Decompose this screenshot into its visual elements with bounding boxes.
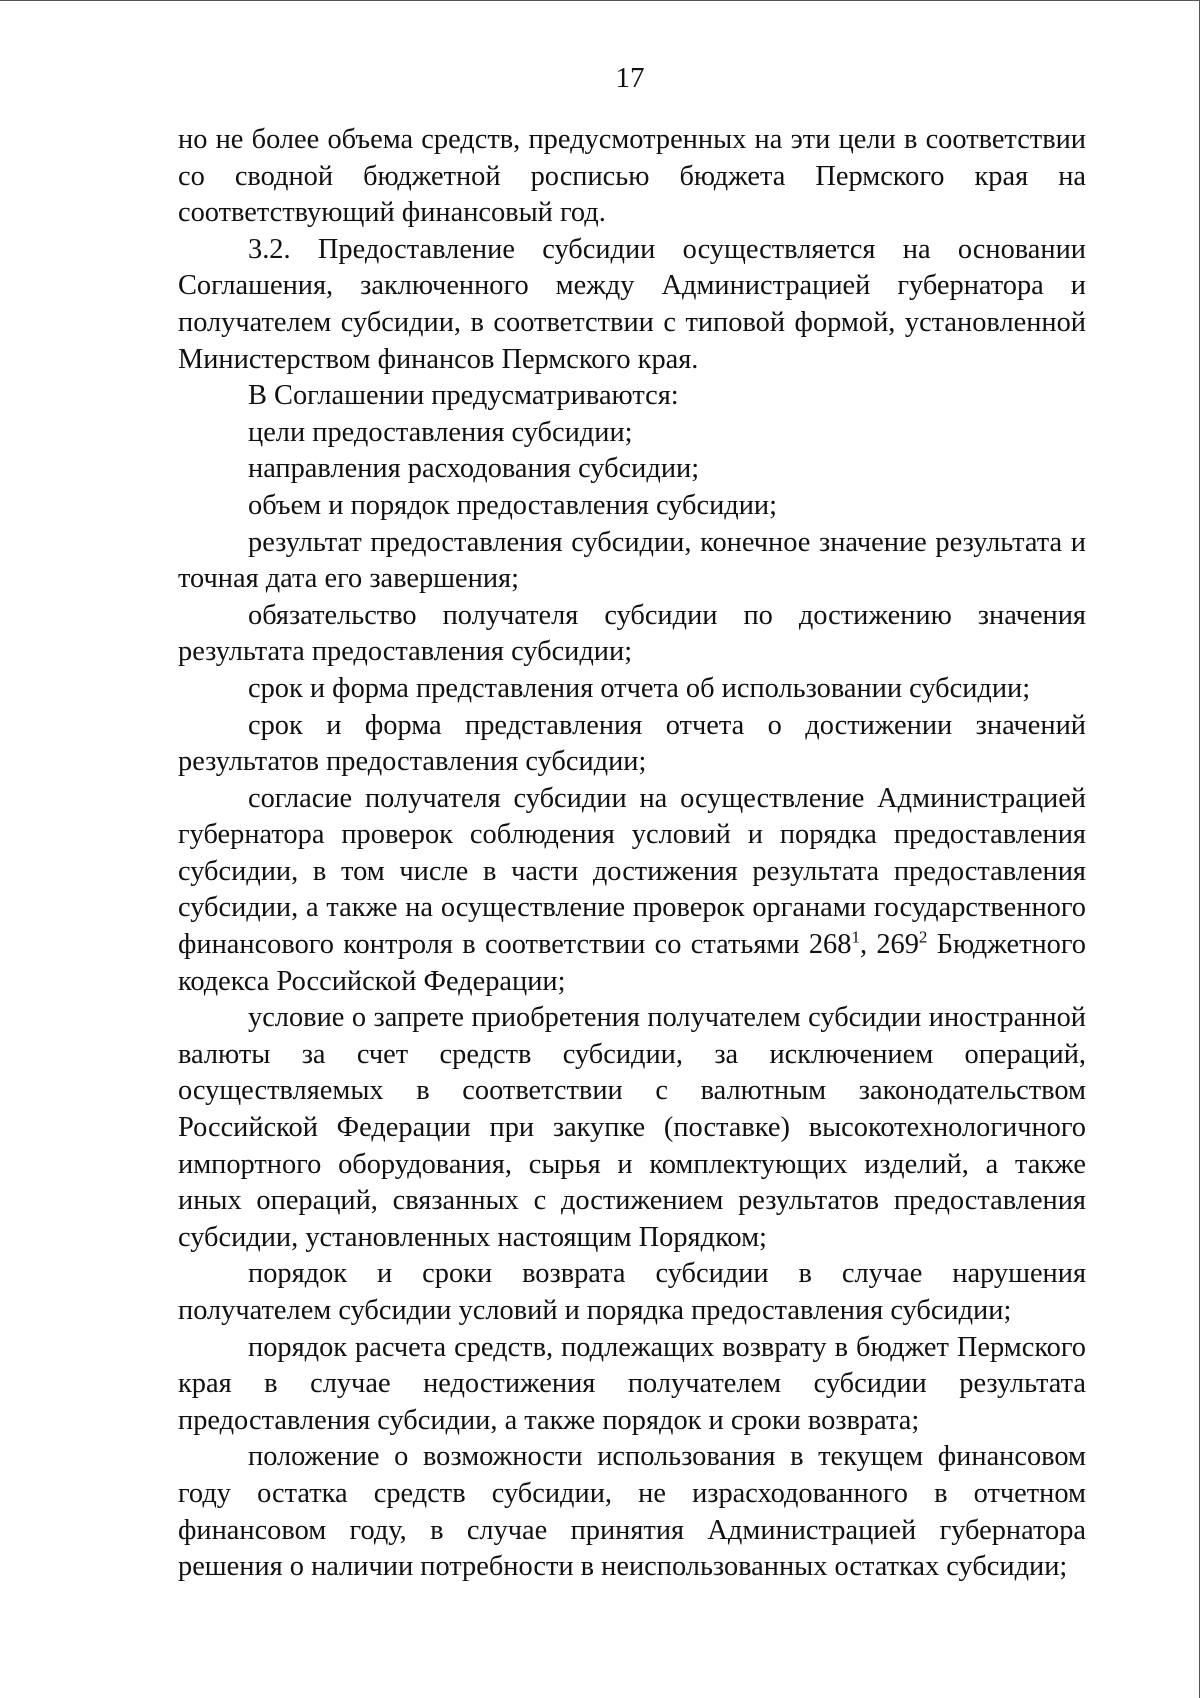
list-item-currency-prohibition: условие о запрете приобретения получателем субсидии иностранной валюты за счет средств субсидии, за исключением операций, осуществляемых в соответствии с валютным законодательством Российской Федерации при закупке (поставке) высокотехнологичного импортного оборудования, сырья и комплектующих изделий, а также иных операций, связанных с достижением результатов предоставления субсидии, установленных настоящим Порядком; — [178, 1002, 1086, 1253]
superscript-1: 1 — [851, 927, 860, 947]
list-item-results-report: срок и форма представления отчета о достижении значений результатов предоставления субсидии; — [178, 709, 1086, 778]
list-item-usage-report: срок и форма представления отчета об использовании субсидии; — [248, 672, 1031, 704]
list-item-volume-procedure: объем и порядок предоставления субсидии; — [248, 489, 778, 521]
scan-border-top — [0, 0, 1200, 1]
consent-text-before: согласие получателя субсидии на осуществление Администрацией губернатора проверок соблюдения условий и порядка предоставления субсидии, в том числе в части достижения результата предоставления субсидии, а также на осуществление проверок органами государственного финансового контроля в соответствии со статьями 268 — [178, 782, 1086, 961]
list-item-obligation: обязательство получателя субсидии по достижению значения результата предоставления субсидии; — [178, 599, 1086, 668]
paragraph-agreement-intro: В Соглашении предусматриваются: — [248, 380, 679, 412]
paragraph-section-3-2: 3.2. Предоставление субсидии осуществляется на основании Соглашения, заключенного между Администрацией губернатора и получателем субсидии, в соответствии с типовой формой, установленной Министерством финансов Пермского края. — [178, 233, 1086, 375]
list-item-return-calculation: порядок расчета средств, подлежащих возврату в бюджет Пермского края в случае недостижения получателем субсидии результата предоставления субсидии, а также порядок и сроки возврата; — [178, 1331, 1086, 1436]
page-number: 17 — [615, 62, 645, 94]
document-body — [178, 122, 1086, 1586]
consent-text-after: Бюджетного кодекса Российской Федерации; — [178, 929, 1087, 997]
list-item-goals: цели предоставления субсидии; — [248, 416, 633, 448]
list-item-consent-inspections — [178, 781, 1086, 1001]
consent-text-middle: , 269 — [859, 929, 919, 961]
list-item-spending-directions: направления расходования субсидии; — [248, 453, 700, 485]
list-item-balance-usage: положение о возможности использования в текущем финансовом году остатка средств субсидии, не израсходованного в отчетном финансовом году, в случае принятия Администрацией губернатора решения о наличии потребности в неиспользованных остатках субсидии; — [178, 1441, 1086, 1583]
list-item-return-procedure: порядок и сроки возврата субсидии в случае нарушения получателем субсидии условий и порядка предоставления субсидии; — [178, 1258, 1086, 1326]
superscript-2: 2 — [918, 927, 928, 947]
list-item-result: результат предоставления субсидии, конечное значение результата и точная дата его завершения; — [178, 526, 1086, 595]
paragraph-continuation: но не более объема средств, предусмотренных на эти цели в соответствии со сводной бюджетной росписью бюджета Пермского края на соответствующий финансовый год. — [178, 124, 1086, 229]
